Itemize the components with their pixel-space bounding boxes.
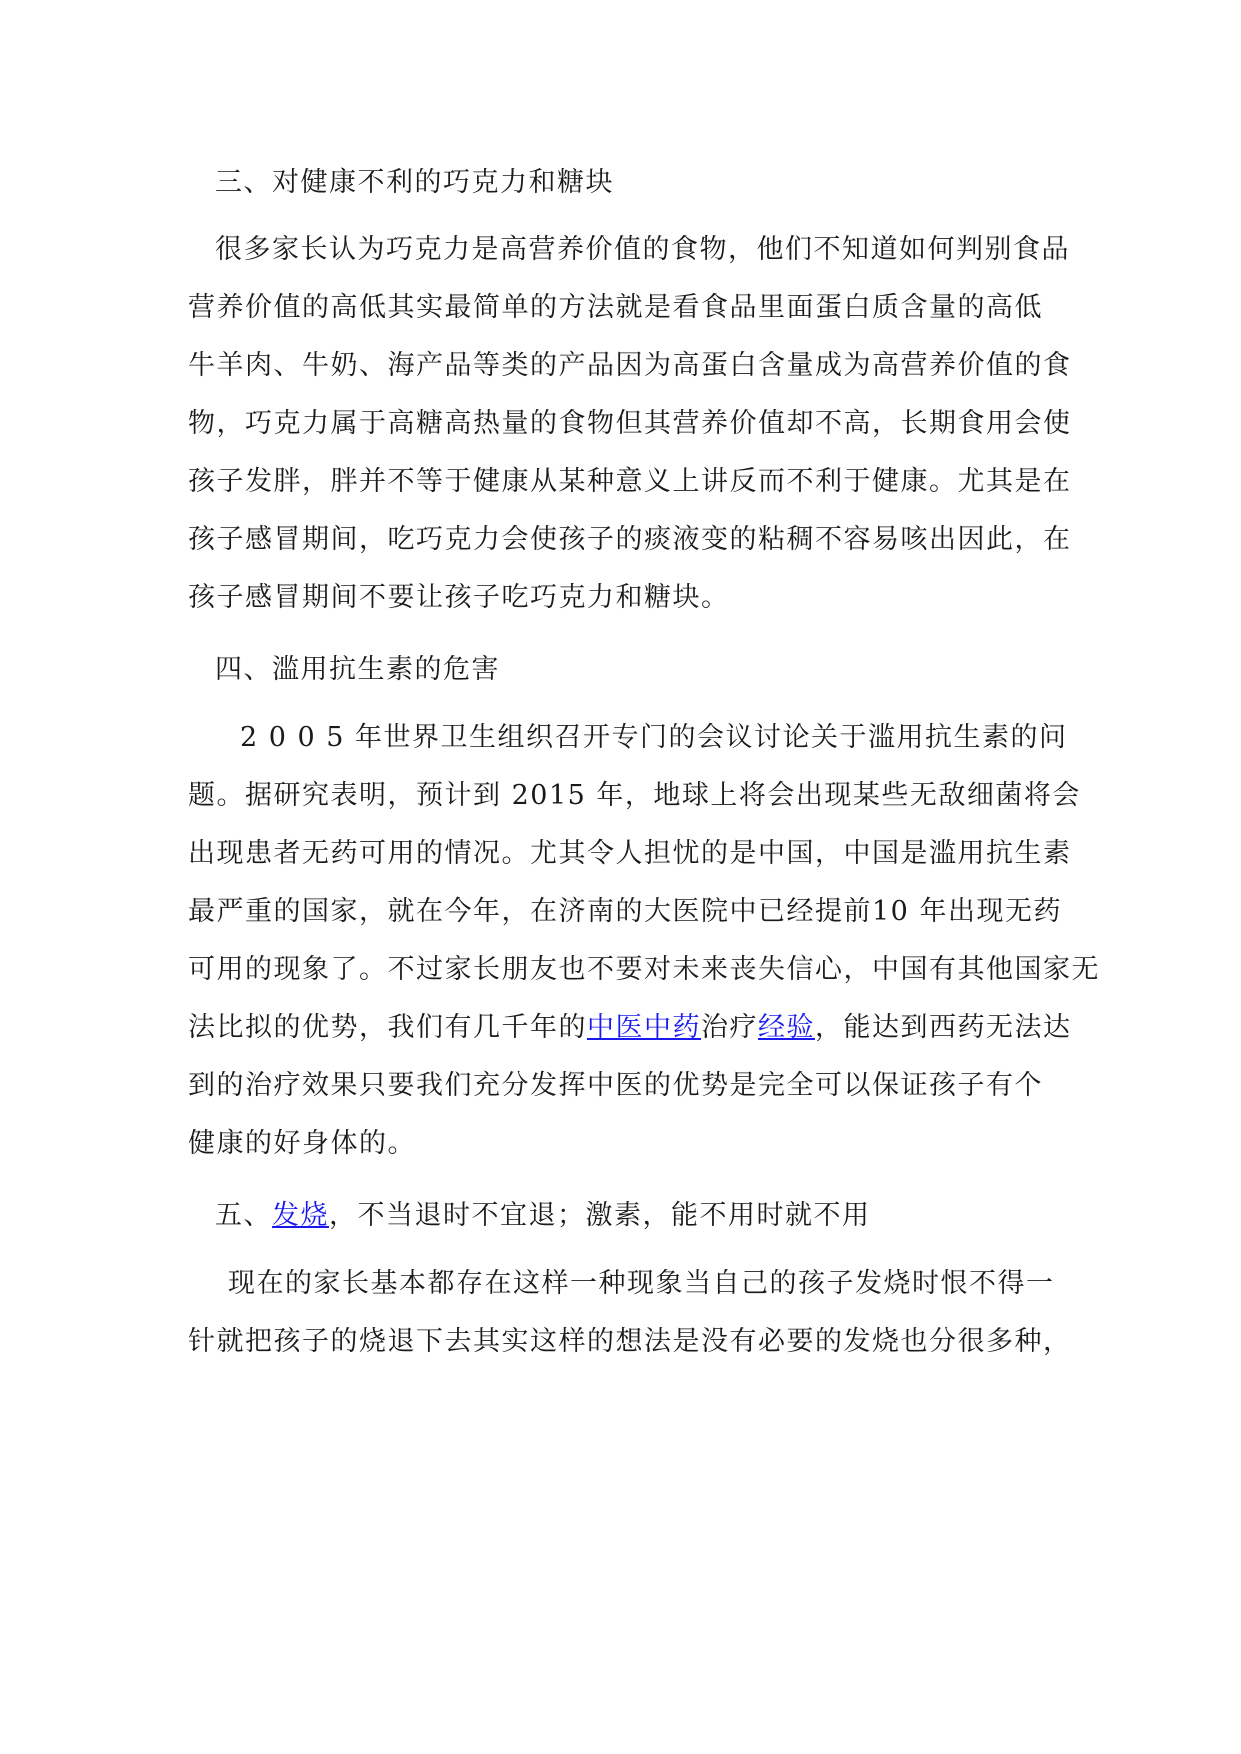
- paragraph-line: 孩子发胖，胖并不等于健康从某种意义上讲反而不利于健康。尤其是在: [188, 466, 1072, 497]
- paragraph-line: 题。据研究表明，预计到 2015 年，地球上将会出现某些无敌细菌将会: [188, 780, 1081, 811]
- paragraph-line: 现在的家长基本都存在这样一种现象当自己的孩子发烧时恨不得一: [228, 1268, 1055, 1299]
- paragraph-line: [188, 1008, 1072, 1048]
- section-heading-5: [215, 1196, 871, 1236]
- paragraph-line: 到的治疗效果只要我们充分发挥中医的优势是完全可以保证孩子有个: [188, 1070, 1043, 1101]
- link-experience[interactable]: 经验: [758, 1012, 815, 1043]
- line-text: 法比拟的优势，我们有几千年的: [188, 1012, 587, 1043]
- link-chinese-medicine[interactable]: 中医中药: [587, 1012, 701, 1043]
- paragraph-line: 可用的现象了。不过家长朋友也不要对未来丧失信心，中国有其他国家无: [188, 954, 1100, 985]
- section-heading-3: 三、对健康不利的巧克力和糖块: [215, 167, 614, 198]
- heading-text: 五、: [215, 1200, 272, 1231]
- line-text: ，能达到西药无法达: [815, 1012, 1072, 1043]
- paragraph-line: 孩子感冒期间不要让孩子吃巧克力和糖块。: [188, 582, 730, 613]
- paragraph-line: 物，巧克力属于高糖高热量的食物但其营养价值却不高，长期食用会使: [188, 408, 1072, 439]
- section-heading-4: 四、滥用抗生素的危害: [215, 654, 500, 685]
- paragraph-line: 孩子感冒期间，吃巧克力会使孩子的痰液变的粘稠不容易咳出因此，在: [188, 524, 1072, 555]
- paragraph-line: 健康的好身体的。: [188, 1128, 416, 1159]
- paragraph-line: 牛羊肉、牛奶、海产品等类的产品因为高蛋白含量成为高营养价值的食: [188, 350, 1072, 381]
- link-fever[interactable]: 发烧: [272, 1200, 329, 1231]
- paragraph-line: 营养价值的高低其实最简单的方法就是看食品里面蛋白质含量的高低: [188, 292, 1043, 323]
- paragraph-line: 很多家长认为巧克力是高营养价值的食物，他们不知道如何判别食品: [215, 234, 1070, 265]
- line-text: 治疗: [701, 1012, 758, 1043]
- paragraph-line: 出现患者无药可用的情况。尤其令人担忧的是中国，中国是滥用抗生素: [188, 838, 1072, 869]
- paragraph-line: 最严重的国家，就在今年，在济南的大医院中已经提前10 年出现无药: [188, 896, 1062, 927]
- paragraph-line: 针就把孩子的烧退下去其实这样的想法是没有必要的发烧也分很多种，: [188, 1326, 1072, 1357]
- heading-text: ，不当退时不宜退；激素，能不用时就不用: [329, 1200, 871, 1231]
- paragraph-line: 2 0 0 5 年世界卫生组织召开专门的会议讨论关于滥用抗生素的问: [240, 722, 1068, 753]
